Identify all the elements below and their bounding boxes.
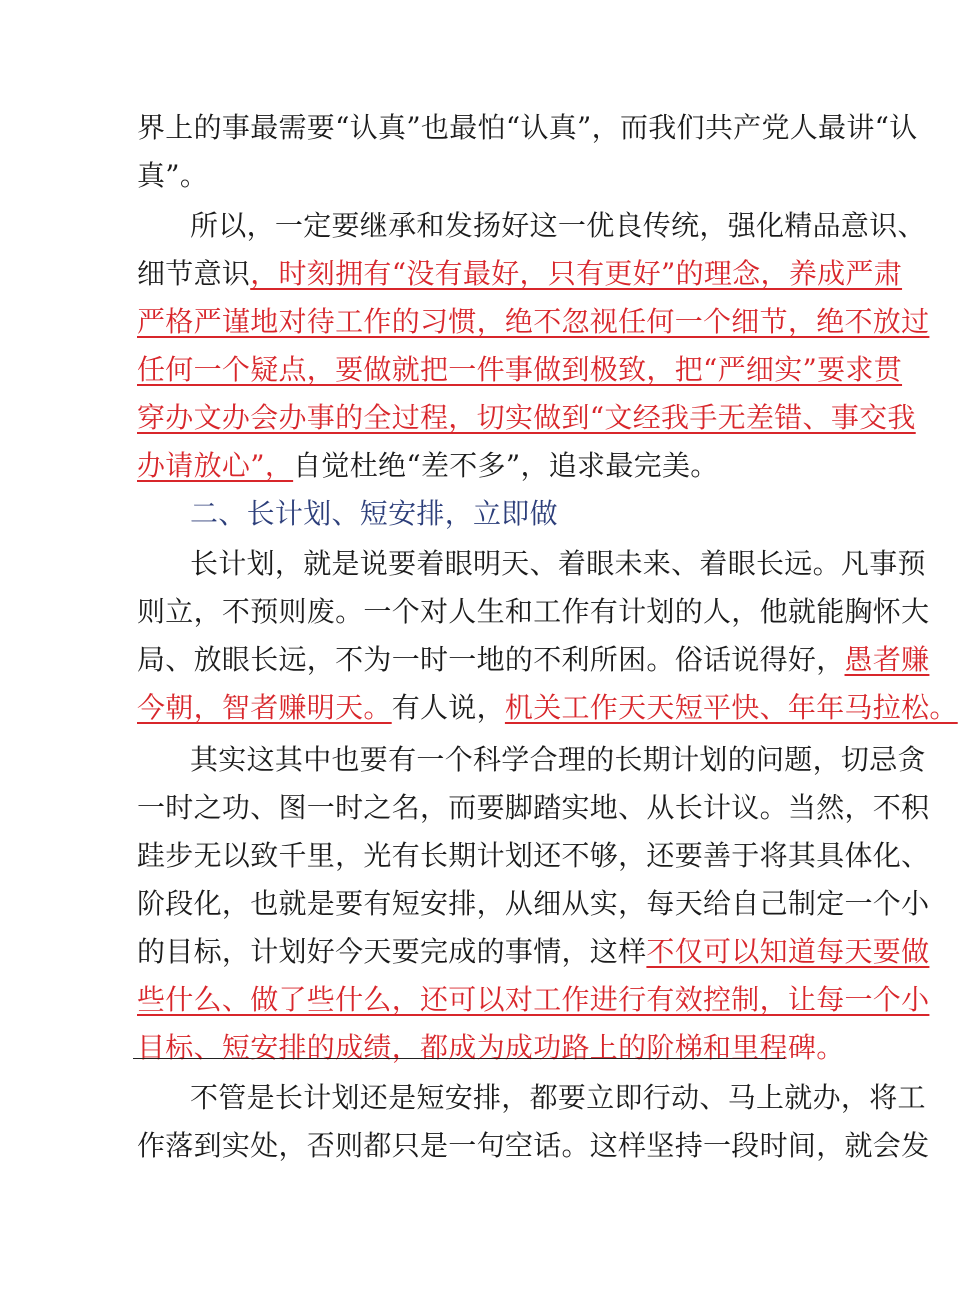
text-run: 有人说，	[391, 691, 505, 724]
paragraph-line	[137, 254, 902, 294]
paragraph-line: 跬步无以致千里，光有长期计划还不够，还要善于将其具体化、	[137, 839, 930, 872]
paragraph-line	[137, 446, 719, 486]
paragraph-line: 界上的事最需要“认真”也最怕“认真”，而我们共产党人最讲“认	[137, 111, 918, 144]
paragraph-line	[137, 640, 929, 680]
paragraph-line: 则立，不预则废。一个对人生和工作有计划的人，他就能胸怀大	[137, 595, 930, 628]
text-run: 局、放眼长远，不为一时一地的不利所困。俗话说得好，	[137, 643, 845, 676]
paragraph-line: 所以，一定要继承和发扬好这一优良传统，强化精品意识、	[190, 209, 926, 242]
paragraph-line: 阶段化，也就是要有短安排，从细从实，每天给自己制定一个小	[137, 887, 930, 920]
highlighted-text: 机关工作天天短平快、年年马拉松。	[504, 691, 958, 724]
highlighted-line: 穿办文办会办事的全过程，切实做到“文经我手无差错、事交我	[137, 401, 916, 434]
highlighted-text: 今朝，智者赚明天。	[137, 691, 392, 724]
text-run: 的目标，计划好今天要完成的事情，这样	[137, 935, 647, 968]
paragraph-line	[137, 688, 958, 728]
paragraph-line: 其实这其中也要有一个科学合理的长期计划的问题，切忌贪	[190, 743, 926, 776]
underline-rule	[133, 1058, 785, 1059]
paragraph-line	[137, 932, 929, 972]
paragraph-line: 不管是长计划还是短安排，都要立即行动、马上就办，将工	[190, 1081, 926, 1114]
text-run: 细节意识	[137, 257, 251, 290]
highlighted-text: 不仅可以知道每天要做	[646, 935, 930, 968]
highlighted-line: 目标、短安排的成绩，都成为成功路上的阶梯和里程碑。	[137, 1031, 845, 1064]
section-heading: 二、长计划、短安排，立即做	[190, 497, 558, 530]
highlighted-line: 严格严谨地对待工作的习惯，绝不忽视任何一个细节，绝不放过	[137, 305, 930, 338]
highlighted-text: ，时刻拥有“没有最好，只有更好”的理念，养成严肃	[250, 257, 903, 290]
paragraph-line: 真”。	[137, 159, 209, 192]
paragraph-line: 一时之功、图一时之名，而要脚踏实地、从长计议。当然，不积	[137, 791, 930, 824]
paragraph-line: 长计划，就是说要着眼明天、着眼未来、着眼长远。凡事预	[190, 547, 926, 580]
text-run: 自觉杜绝“差不多”，追求最完美。	[293, 449, 719, 482]
highlighted-line: 任何一个疑点，要做就把一件事做到极致，把“严细实”要求贯	[137, 353, 903, 386]
highlighted-line: 些什么、做了些什么，还可以对工作进行有效控制，让每一个小	[137, 983, 930, 1016]
paragraph-line: 作落到实处，否则都只是一句空话。这样坚持一段时间，就会发	[137, 1129, 930, 1162]
highlighted-text: 愚者赚	[844, 643, 930, 676]
highlighted-text: 办请放心”，	[137, 449, 294, 482]
